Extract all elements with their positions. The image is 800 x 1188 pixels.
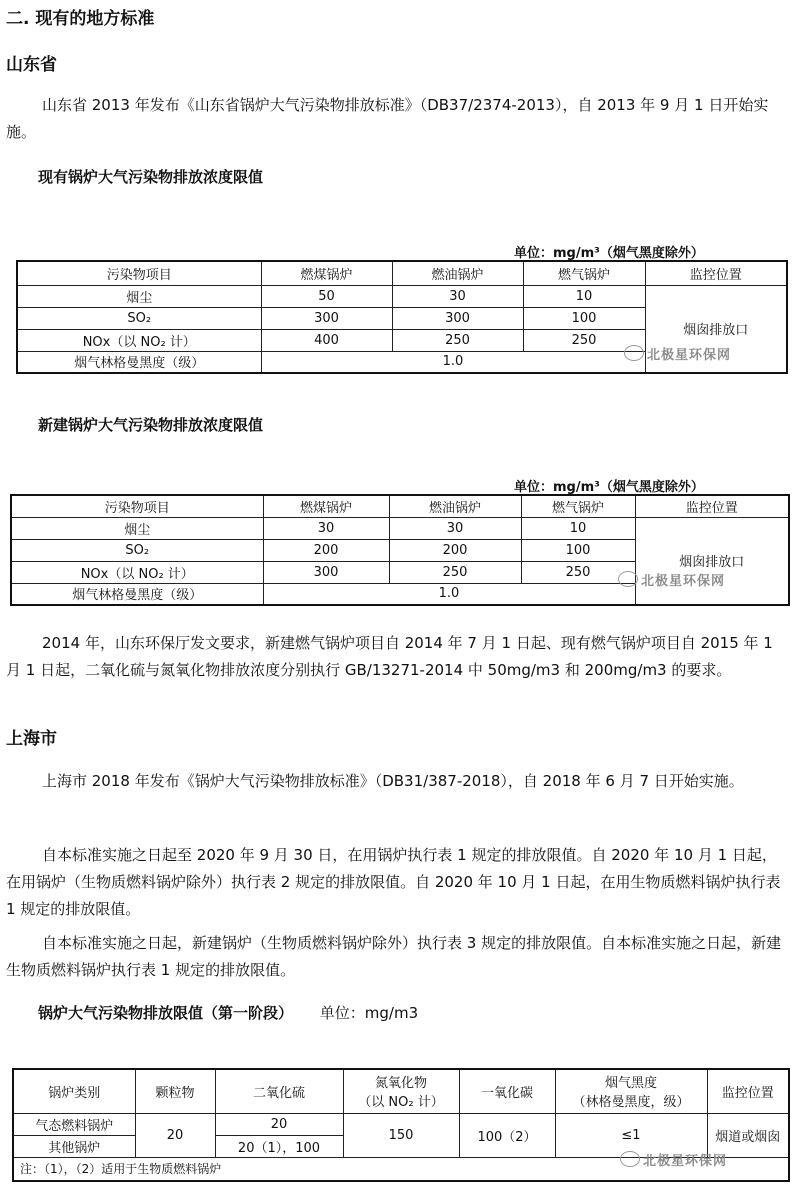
table-cell: 400 <box>261 329 392 351</box>
table-cell: ≤1 <box>555 1113 707 1157</box>
table-unit: 单位：mg/m³（烟气黑度除外） <box>514 480 704 495</box>
table-header: 污染物项目 <box>11 495 263 517</box>
watermark-text: 北极星环保网 <box>643 1154 728 1169</box>
table-title-row <box>38 1002 418 1023</box>
table-cell: 100（2） <box>459 1113 555 1157</box>
table-cell: SO₂ <box>17 307 261 329</box>
paragraph <box>6 630 786 684</box>
table-header: 二氧化硫 <box>215 1069 343 1113</box>
table-cell: 250 <box>523 329 645 351</box>
table-cell: 烟气林格曼黑度（级） <box>17 351 261 373</box>
table-cell: NOx（以 NO₂ 计） <box>17 329 261 351</box>
table-header <box>555 1069 707 1113</box>
table-cell: 200 <box>389 539 521 561</box>
paragraph <box>6 768 786 795</box>
emission-table-new <box>10 494 790 606</box>
table-unit: 单位：mg/m3 <box>319 1004 419 1022</box>
paragraph-text: 上海市 2018 年发布《锅炉大气污染物排放标准》（DB31/387-2018），自 2018 年 6 月 7 日开始实施。 <box>42 772 744 790</box>
table-cell-monitor: 烟道或烟囱 <box>707 1113 789 1157</box>
table-cell: 20 <box>135 1113 215 1157</box>
table-cell-monitor: 烟囱排放口 <box>635 517 789 605</box>
header-line: （以 NO₂ 计） <box>358 1095 444 1111</box>
paragraph-text: 自本标准实施之日起，新建锅炉（生物质燃料锅炉除外）执行表 3 规定的排放限值。自本标准实施之日起，新建生物质燃料锅炉执行表 1 规定的排放限值。 <box>6 934 782 979</box>
table-header: 燃煤锅炉 <box>263 495 389 517</box>
header-line: 烟气黑度 <box>604 1076 657 1092</box>
table-title: 锅炉大气污染物排放限值（第一阶段） <box>38 1004 294 1022</box>
paragraph <box>6 842 786 923</box>
table-header: 污染物项目 <box>17 261 261 285</box>
table-cell: 250 <box>389 561 521 583</box>
table-cell: 烟气林格曼黑度（级） <box>11 583 263 605</box>
table-cell: 250 <box>392 329 523 351</box>
wechat-icon <box>624 345 644 361</box>
header-line: 氮氧化物 <box>374 1076 427 1092</box>
watermark <box>618 570 725 589</box>
table-cell: 10 <box>523 285 645 307</box>
province-heading-shanghai: 上海市 <box>6 729 57 749</box>
section-heading: 二. 现有的地方标准 <box>6 9 155 29</box>
table-cell: 250 <box>521 561 635 583</box>
wechat-icon <box>618 571 638 587</box>
province-heading-shandong: 山东省 <box>6 55 57 75</box>
table-header: 燃气锅炉 <box>521 495 635 517</box>
table-note: 注：（1），（2）适用于生物质燃料锅炉 <box>13 1157 789 1181</box>
watermark <box>620 1150 727 1169</box>
table-cell: 烟尘 <box>11 517 263 539</box>
table-cell: 200 <box>263 539 389 561</box>
table-header <box>343 1069 459 1113</box>
paragraph-text: 2014 年，山东环保厅发文要求，新建燃气锅炉项目自 2014 年 7 月 1 日起、现有燃气锅炉项目自 2015 年 1 月 1 日起，二氧化硫与氮氧化物排放浓度分别执行 GB/13271-2014 中 50mg/m3 和 200mg/m3 的要求。 <box>6 634 773 679</box>
table-cell: 气态燃料锅炉 <box>13 1113 135 1135</box>
table-cell: SO₂ <box>11 539 263 561</box>
table-header: 燃煤锅炉 <box>261 261 392 285</box>
paragraph-text: 山东省 2013 年发布《山东省锅炉大气污染物排放标准》（DB37/2374-2013），自 2013 年 9 月 1 日开始实施。 <box>6 96 769 141</box>
wechat-icon <box>620 1151 640 1167</box>
table-cell: 300 <box>263 561 389 583</box>
table-header: 燃气锅炉 <box>523 261 645 285</box>
table-cell: 100 <box>523 307 645 329</box>
table-cell: 烟尘 <box>17 285 261 307</box>
table-title: 新建锅炉大气污染物排放浓度限值 <box>38 416 264 434</box>
table-header: 一氧化碳 <box>459 1069 555 1113</box>
table-header: 锅炉类别 <box>13 1069 135 1113</box>
watermark <box>624 344 731 363</box>
table-unit: 单位：mg/m³（烟气黑度除外） <box>514 246 704 261</box>
table-cell: 1.0 <box>261 351 645 373</box>
table-cell: 30 <box>392 285 523 307</box>
table-header: 燃油锅炉 <box>389 495 521 517</box>
table-cell: 50 <box>261 285 392 307</box>
table-cell: 1.0 <box>263 583 635 605</box>
table-cell: 30 <box>389 517 521 539</box>
watermark-text: 北极星环保网 <box>647 348 732 363</box>
table-header: 监控位置 <box>707 1069 789 1113</box>
table-header: 颗粒物 <box>135 1069 215 1113</box>
table-cell: 30 <box>263 517 389 539</box>
table-cell: 10 <box>521 517 635 539</box>
table-cell-monitor: 烟囱排放口 <box>645 285 787 373</box>
table-title: 现有锅炉大气污染物排放浓度限值 <box>38 168 264 186</box>
table-cell: 20（1），100 <box>215 1135 343 1157</box>
header-line: （林格曼黑度，级） <box>572 1095 690 1111</box>
table-cell: NOx（以 NO₂ 计） <box>11 561 263 583</box>
table-header: 监控位置 <box>635 495 789 517</box>
table-cell: 其他锅炉 <box>13 1135 135 1157</box>
paragraph <box>6 930 786 984</box>
table-cell: 20 <box>215 1113 343 1135</box>
table-header: 燃油锅炉 <box>392 261 523 285</box>
table-cell: 300 <box>261 307 392 329</box>
table-cell: 100 <box>521 539 635 561</box>
table-header: 监控位置 <box>645 261 787 285</box>
table-cell: 300 <box>392 307 523 329</box>
paragraph-text: 自本标准实施之日起至 2020 年 9 月 30 日，在用锅炉执行表 1 规定的排放限值。自 2020 年 10 月 1 日起，在用锅炉（生物质燃料锅炉除外）执行表 2 规定的排放限值。自 2020 年 10 月 1 日起，在用生物质燃料锅炉执行表 1 规定的排放限值。 <box>6 846 781 918</box>
watermark-text: 北极星环保网 <box>641 574 726 589</box>
paragraph <box>6 92 786 146</box>
table-cell: 150 <box>343 1113 459 1157</box>
